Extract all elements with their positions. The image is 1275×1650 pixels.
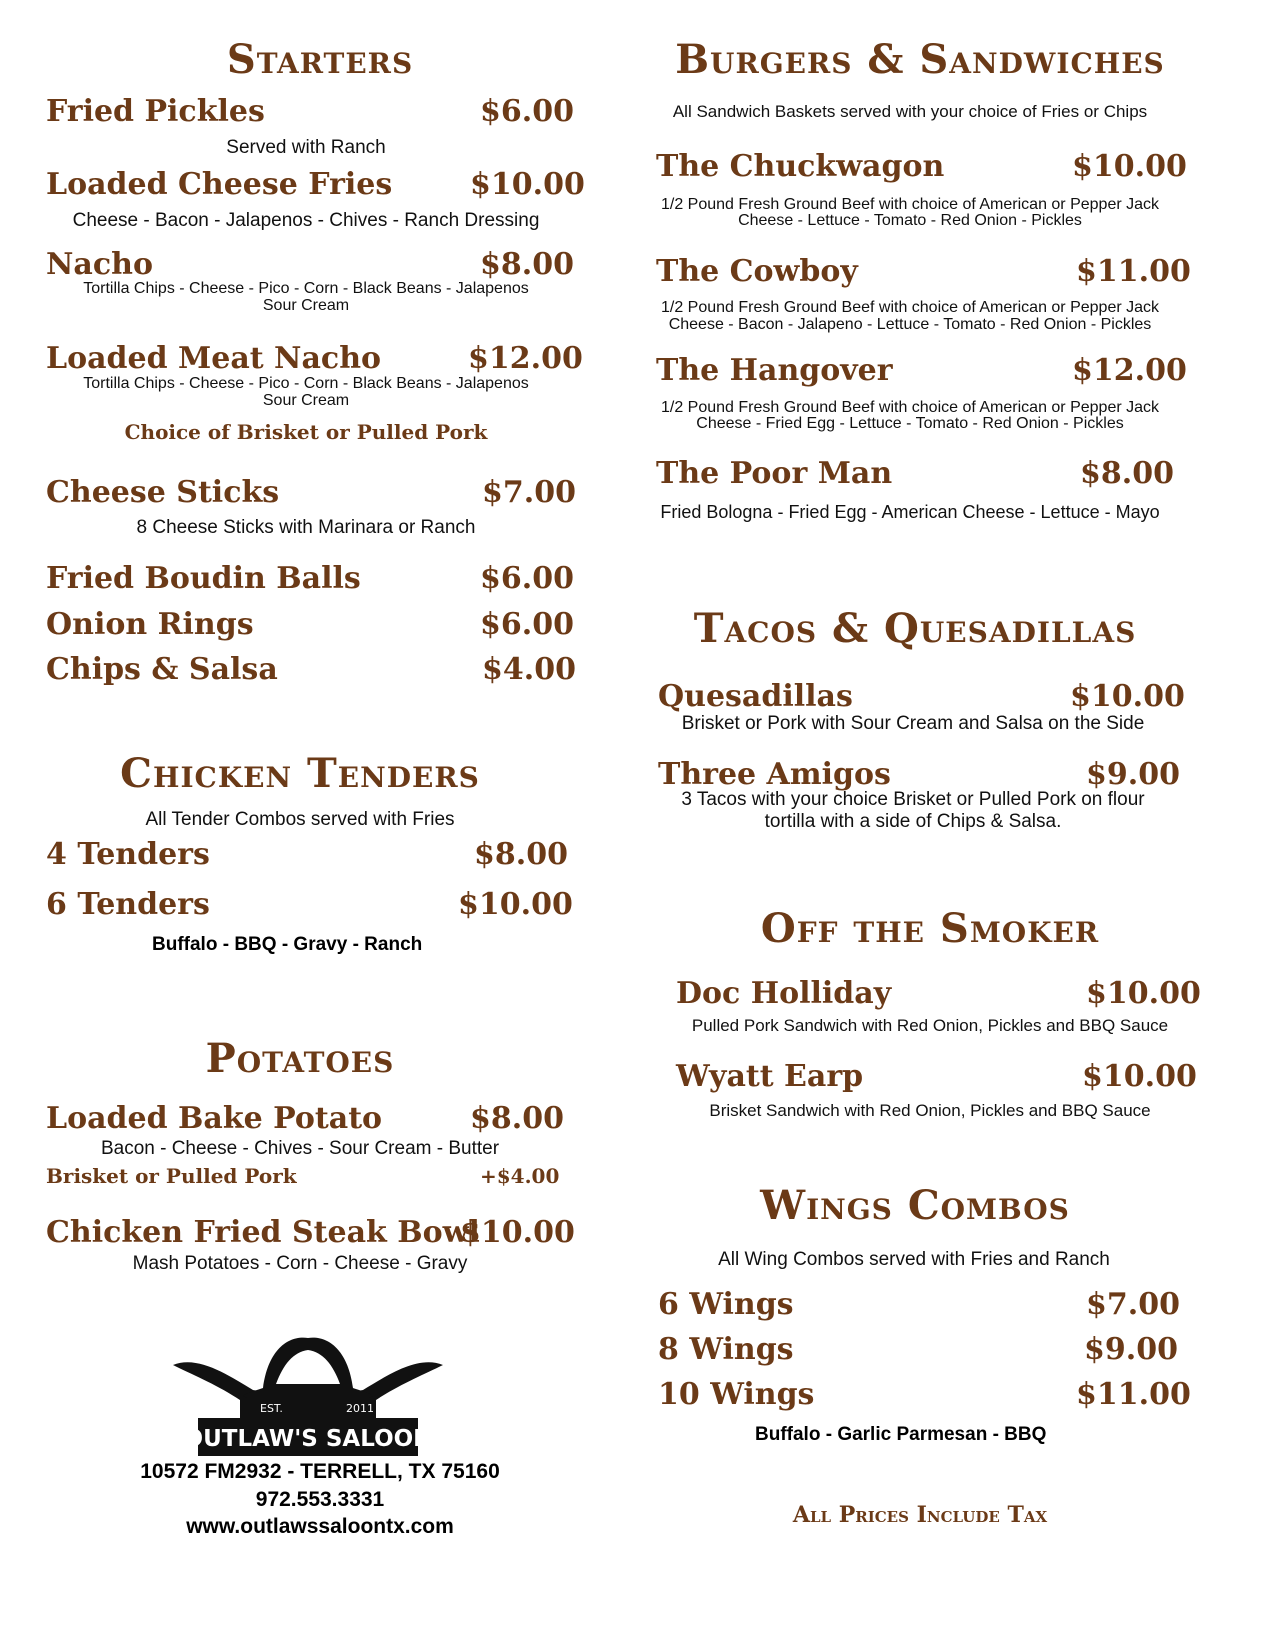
menu-item-price: $7.00 [482, 475, 576, 510]
menu-item-name: Doc Holliday [676, 976, 892, 1011]
menu-item-price: $6.00 [480, 607, 574, 642]
menu-item-name: Onion Rings [46, 607, 254, 642]
menu-item-desc: Brisket or Pork with Sour Cream and Salsa on the Side [681, 713, 1145, 734]
menu-item-price: $10.00 [1072, 149, 1187, 184]
menu-item-desc: tortilla with a side of Chips & Salsa. [764, 811, 1062, 832]
menu-item-name: Chicken Fried Steak Bowl [46, 1215, 480, 1250]
menu-item-price: $8.00 [480, 247, 574, 282]
menu-item-name: 10 Wings [658, 1377, 815, 1412]
tacos-title: Tacos & Quesadillas [693, 605, 1137, 652]
footer-phone: 972.553.3331 [255, 1488, 385, 1511]
menu-item-name: Fried Pickles [46, 94, 265, 129]
sauce-list: Buffalo - BBQ - Gravy - Ranch [152, 934, 423, 955]
menu-item-price: $10.00 [1086, 976, 1201, 1011]
section-subtitle: All Wing Combos served with Fries and Ranch [718, 1249, 1110, 1270]
potatoes-title: Potatoes [205, 1035, 395, 1082]
menu-item-price: $10.00 [1070, 679, 1185, 714]
menu-item-desc: Brisket Sandwich with Red Onion, Pickles and BBQ Sauce [709, 1101, 1151, 1120]
menu-item-desc: 3 Tacos with your choice Brisket or Pulled Pork on flour [681, 789, 1145, 810]
menu-item-desc: 1/2 Pound Fresh Ground Beef with choice of American or Pepper Jack [660, 399, 1160, 416]
menu-item-name: The Poor Man [656, 456, 893, 491]
menu-item-desc: Fried Bologna - Fried Egg - American Cheese - Lettuce - Mayo [660, 502, 1160, 522]
menu-item-name: Wyatt Earp [676, 1059, 864, 1094]
menu-item-price: $8.00 [474, 837, 568, 872]
menu-item-price: $6.00 [480, 94, 574, 129]
menu-item-price: $10.00 [1082, 1059, 1197, 1094]
addon-label: Brisket or Pulled Pork [46, 1164, 297, 1188]
menu-item-desc: Served with Ranch [226, 137, 386, 158]
saloon-logo [168, 1330, 448, 1460]
wings-title: Wings Combos [760, 1182, 1070, 1229]
menu-item-name: Nacho [46, 247, 153, 282]
sauce-list: Buffalo - Garlic Parmesan - BBQ [755, 1424, 1047, 1445]
menu-item-price: $10.00 [470, 167, 585, 202]
menu-item-desc: Cheese - Bacon - Jalapeno - Lettuce - Tomato - Red Onion - Pickles [668, 316, 1152, 333]
menu-item-price: $10.00 [458, 887, 573, 922]
logo-est: EST. [260, 1402, 283, 1415]
menu-item-price: $8.00 [470, 1101, 564, 1136]
smoker-title: Off the Smoker [760, 905, 1100, 952]
menu-item-price: $10.00 [460, 1215, 575, 1250]
menu-item-price: $9.00 [1084, 1332, 1178, 1367]
menu-item-name: Loaded Bake Potato [46, 1101, 383, 1136]
menu-item-price: $11.00 [1076, 254, 1191, 289]
menu-item-name: Quesadillas [658, 679, 853, 714]
menu-item-desc: 1/2 Pound Fresh Ground Beef with choice of American or Pepper Jack [660, 299, 1160, 316]
menu-item-desc: Cheese - Bacon - Jalapenos - Chives - Ranch Dressing [72, 210, 540, 231]
menu-item-name: 6 Wings [658, 1287, 794, 1322]
menu-item-name: 6 Tenders [46, 887, 210, 922]
footer-website[interactable]: www.outlawssaloontx.com [186, 1515, 454, 1538]
menu-item-price: $12.00 [468, 341, 583, 376]
menu-item-price: $4.00 [482, 652, 576, 687]
menu-item-desc: Cheese - Fried Egg - Lettuce - Tomato - Red Onion - Pickles [696, 415, 1124, 432]
menu-item-name: Chips & Salsa [46, 652, 278, 687]
menu-item-price: $6.00 [480, 561, 574, 596]
menu-item-name: Loaded Cheese Fries [46, 167, 393, 202]
menu-item-name: Loaded Meat Nacho [46, 341, 382, 376]
menu-item-desc: Sour Cream [262, 297, 350, 314]
menu-item-desc: Cheese - Lettuce - Tomato - Red Onion - Pickles [738, 212, 1082, 229]
menu-item-desc: 8 Cheese Sticks with Marinara or Ranch [136, 517, 476, 538]
menu-item-name: Three Amigos [658, 757, 891, 792]
menu-item-note: Choice of Brisket or Pulled Pork [124, 420, 488, 444]
menu-item-price: $9.00 [1086, 757, 1180, 792]
menu-item-name: The Chuckwagon [656, 149, 945, 184]
section-subtitle: All Sandwich Baskets served with your choice of Fries or Chips [672, 102, 1148, 121]
menu-item-desc: 1/2 Pound Fresh Ground Beef with choice of American or Pepper Jack [660, 196, 1160, 213]
menu-item-desc: Pulled Pork Sandwich with Red Onion, Pickles and BBQ Sauce [691, 1016, 1169, 1035]
menu-item-desc: Tortilla Chips - Cheese - Pico - Corn - Black Beans - Jalapenos [83, 375, 529, 392]
tax-note: All Prices Include Tax [792, 1502, 1048, 1528]
logo-year: 2011 [346, 1402, 374, 1415]
menu-item-name: The Hangover [656, 353, 893, 388]
menu-item-price: $11.00 [1076, 1377, 1191, 1412]
menu-item-desc: Tortilla Chips - Cheese - Pico - Corn - Black Beans - Jalapenos [83, 280, 529, 297]
menu-item-name: 4 Tenders [46, 837, 210, 872]
menu-item-name: Fried Boudin Balls [46, 561, 361, 596]
menu-item-name: 8 Wings [658, 1332, 794, 1367]
menu-item-desc: Bacon - Cheese - Chives - Sour Cream - Butter [100, 1138, 500, 1159]
logo-name: OUTLAW'S SALOON [183, 1426, 433, 1452]
menu-item-name: Cheese Sticks [46, 475, 280, 510]
addon-price: +$4.00 [480, 1164, 560, 1188]
tenders-title: Chicken Tenders [120, 750, 480, 797]
menu-item-price: $7.00 [1086, 1287, 1180, 1322]
starters-title: Starters [226, 36, 414, 83]
burgers-title: Burgers & Sandwiches [675, 36, 1165, 83]
menu-item-name: The Cowboy [656, 254, 858, 289]
menu-item-price: $12.00 [1072, 353, 1187, 388]
menu-item-price: $8.00 [1080, 456, 1174, 491]
menu-item-desc: Sour Cream [262, 392, 350, 409]
footer-address: 10572 FM2932 - TERRELL, TX 75160 [140, 1460, 500, 1483]
menu-item-desc: Mash Potatoes - Corn - Cheese - Gravy [132, 1253, 468, 1274]
section-subtitle: All Tender Combos served with Fries [145, 809, 455, 830]
